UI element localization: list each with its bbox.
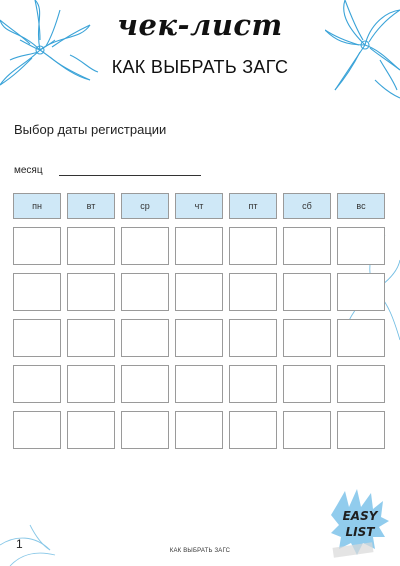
month-label: месяц [14, 165, 43, 176]
calendar-day-cell[interactable] [13, 273, 61, 311]
calendar-day-cell[interactable] [229, 273, 277, 311]
calendar-day-cell[interactable] [67, 411, 115, 449]
section-heading: Выбор даты регистрации [14, 122, 167, 137]
calendar-day-cell[interactable] [121, 411, 169, 449]
calendar-day-cell[interactable] [337, 319, 385, 357]
calendar-day-cell[interactable] [337, 365, 385, 403]
weekday-tue: вт [67, 193, 115, 219]
calendar-day-cell[interactable] [337, 411, 385, 449]
weekday-fri: пт [229, 193, 277, 219]
calendar-day-cell[interactable] [229, 411, 277, 449]
weekday-mon: пн [13, 193, 61, 219]
calendar-day-cell[interactable] [229, 365, 277, 403]
calendar-day-cell[interactable] [175, 411, 223, 449]
page-number: 1 [16, 537, 23, 551]
calendar-day-cell[interactable] [121, 319, 169, 357]
month-write-in-line[interactable] [59, 175, 201, 176]
calendar-day-cell[interactable] [67, 227, 115, 265]
calendar-day-cell[interactable] [121, 365, 169, 403]
easy-list-logo [327, 487, 393, 559]
weekday-sat: сб [283, 193, 331, 219]
calendar-day-cell[interactable] [175, 319, 223, 357]
weekday-sun: вс [337, 193, 385, 219]
calendar-day-cell[interactable] [121, 273, 169, 311]
calendar-day-cell[interactable] [175, 273, 223, 311]
page-title: чек-лист [117, 8, 283, 42]
calendar-day-cell[interactable] [13, 319, 61, 357]
floral-decoration-bottom-left [0, 505, 80, 566]
calendar-day-cell[interactable] [67, 273, 115, 311]
calendar-day-cell[interactable] [13, 411, 61, 449]
calendar-day-cell[interactable] [283, 227, 331, 265]
page-subtitle: КАК ВЫБРАТЬ ЗАГС [111, 57, 289, 77]
calendar-day-cell[interactable] [283, 411, 331, 449]
calendar-day-cell[interactable] [337, 273, 385, 311]
logo-text-easy: EASY [342, 509, 378, 523]
calendar-day-cell[interactable] [283, 273, 331, 311]
calendar-day-cell[interactable] [67, 365, 115, 403]
calendar-day-cell[interactable] [175, 365, 223, 403]
calendar-day-cell[interactable] [121, 227, 169, 265]
footer-text: КАК ВЫБРАТЬ ЗАГС [169, 548, 231, 554]
calendar-day-cell[interactable] [13, 365, 61, 403]
logo-text-list: LIST [345, 525, 375, 539]
calendar-day-cell[interactable] [283, 365, 331, 403]
calendar-day-cell[interactable] [175, 227, 223, 265]
calendar-day-cell[interactable] [229, 227, 277, 265]
calendar-day-cell[interactable] [283, 319, 331, 357]
calendar-day-cell[interactable] [337, 227, 385, 265]
calendar-day-cell[interactable] [67, 319, 115, 357]
weekday-wed: ср [121, 193, 169, 219]
calendar-day-cell[interactable] [13, 227, 61, 265]
calendar-day-cell[interactable] [229, 319, 277, 357]
weekday-thu: чт [175, 193, 223, 219]
